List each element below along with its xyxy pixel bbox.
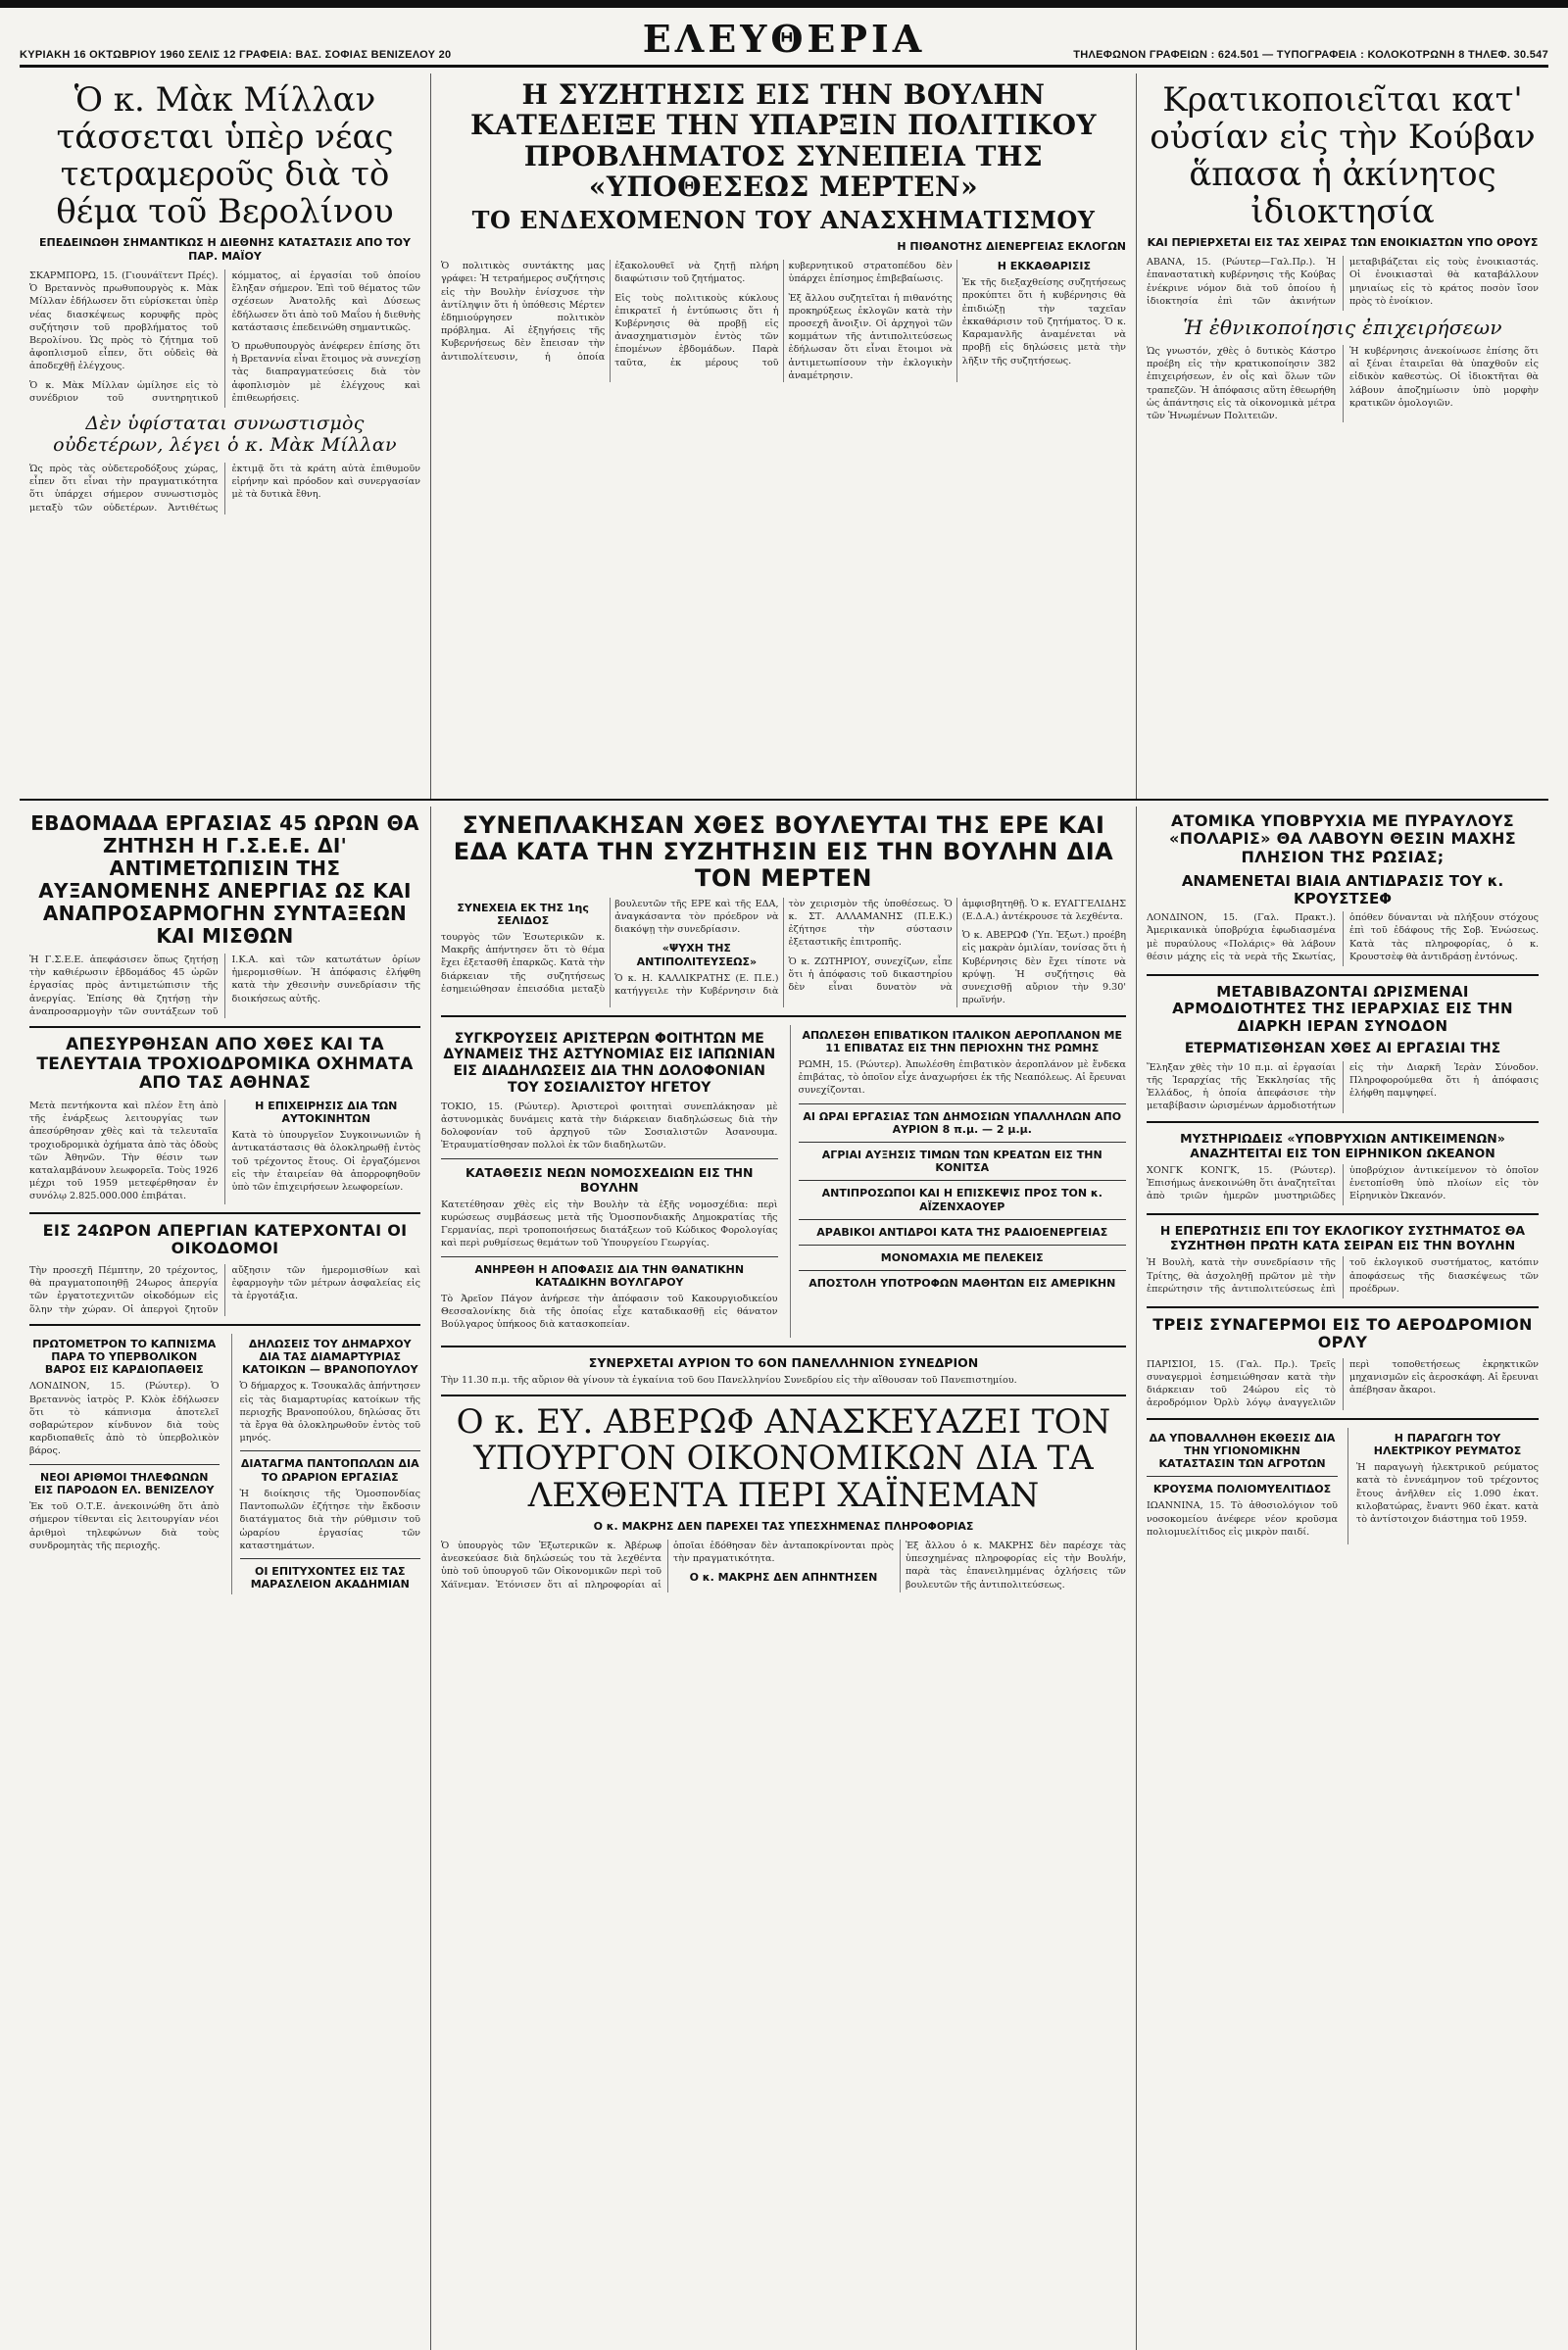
clash-body-2: Ὁ κ. Η. ΚΑΛΛΙΚΡΑΤΗΣ (Ε. Π.Ε.) κατήγγειλε τὴν Κυβέρνησιν διὰ τὸν χειρισμὸν τῆς ὑποθέσεως. Ὁ κ. ΣΤ. ΑΛΛΑΜΑΝΗΣ (Π.Ε.Κ.) ἐζήτησε τὴν σύστασιν ἐξεταστικῆς ἐπιτροπῆς. bbox=[614, 898, 953, 997]
merten-article bbox=[431, 73, 1137, 799]
synod-subheadline: ΕΤΕΡΜΑΤΙΣΘΗΣΑΝ ΧΘΕΣ ΑΙ ΕΡΓΑΣΙΑΙ ΤΗΣ bbox=[1184, 1040, 1501, 1056]
session-body: Τὴν 11.30 π.μ. τῆς αὔριον θὰ γίνουν τὰ ἐγκαίνια τοῦ 6ου Πανελληνίου Συνεδρίου εἰς τὴν αἴθουσαν τοῦ Πανεπιστημίου. bbox=[441, 1374, 1017, 1386]
cuba-subheadline: ΚΑΙ ΠΕΡΙΕΡΧΕΤΑΙ ΕΙΣ ΤΑΣ ΧΕΙΡΑΣ ΤΩΝ ΕΝΟΙΚΙΑΣΤΩΝ ΥΠΟ ΟΡΟΥΣ bbox=[1147, 236, 1539, 250]
gsee-headline: ΕΒΔΟΜΑΔΑ ΕΡΓΑΣΙΑΣ 45 ΩΡΩΝ ΘΑ ΖΗΤΗΣΗ Η Γ.Σ.Ε.Ε. ΔΙ' ΑΝΤΙΜΕΤΩΠΙΣΙΝ ΤΗΣ ΑΥΞΑΝΟΜΕΝΗΣ ΑΝΕΡΓΙΑΣ ΩΣ ΚΑΙ ΑΝΑΠΡΟΣΑΡΜΟΓΗΝ ΣΥΝΤΑΞΕΩΝ ΚΑΙ ΜΙΣΘΩΝ bbox=[30, 811, 419, 948]
macmillan-subheadline: ΕΠΕΔΕΙΝΩΘΗ ΣΗΜΑΝΤΙΚΩΣ Η ΔΙΕΘΝΗΣ ΚΑΤΑΣΤΑΣΙΣ ΑΠΟ ΤΟΥ ΠΑΡ. ΜΑΪΟΥ bbox=[38, 236, 412, 264]
laws-body: Κατετέθησαν χθὲς εἰς τὴν Βουλὴν τὰ ἑξῆς νομοσχέδια: περὶ κυρώσεως συμβάσεως μετὰ τῆς Ὁμοσπονδιακῆς Δημοκρατίας τῆς Γερμανίας, περὶ τροποποιήσεως διατάξεων τοῦ Κώδικος Φορολογίας καὶ περὶ ρυθμίσεως θεμάτων τοῦ Ὑπουργείου Γεωργίας. bbox=[441, 1199, 778, 1249]
electricity-body: Ἡ παραγωγὴ ἠλεκτρικοῦ ρεύματος κατὰ τὸ ἐννεάμηνον τοῦ τρέχοντος ἔτους ἀνῆλθεν εἰς 1.090 ἑκατ. κιλοβατώρας, ἔναντι 960 ἑκατ. κατὰ τὸ ἀντίστοιχον διάστημα τοῦ 1959. bbox=[1356, 1462, 1539, 1526]
grocers-headline: ΔΙΑΤΑΓΜΑ ΠΑΝΤΟΠΩΛΩΝ ΔΙΑ ΤΟ ΩΡΑΡΙΟΝ ΕΡΓΑΣΙΑΣ bbox=[240, 1457, 419, 1484]
maraslion-headline: ΟΙ ΕΠΙΤΥΧΟΝΤΕΣ ΕΙΣ ΤΑΣ ΜΑΡΑΣΛΕΙΟΝ ΑΚΑΔΗΜΙΑΝ bbox=[250, 1565, 410, 1591]
smoking-body: ΛΟΝΔΙΝΟΝ, 15. (Ρώυτερ). Ὁ Βρεταννὸς ἰατρὸς Ρ. Κλὸκ ἐδήλωσεν ὅτι τὸ κάπνισμα ἀποτελεῖ σοβαρώτερον κίνδυνον διὰ τοὺς καρδιοπαθεῖς ἀπὸ τὸ ὑπερβολικὸν βάρος. bbox=[29, 1381, 220, 1457]
top-black-bar bbox=[0, 0, 1568, 8]
averof-body-2: Ἐξ ἄλλου ὁ κ. ΜΑΚΡΗΣ δὲν παρέσχε τὰς ὑπεσχημένας πληροφορίας εἰς τὴν Βουλήν, παρὰ τὰς ἐπανειλημμένας ὀχλήσεις τῶν βουλευτῶν τῆς ἀντιπολιτεύσεως. bbox=[906, 1540, 1126, 1591]
radioactivity-headline: ΑΡΑΒΙΚΟΙ ΑΝΤΙΔΡΟΙ ΚΑΤΑ ΤΗΣ ΡΑΔΙΟΕΝΕΡΓΕΙΑΣ bbox=[816, 1225, 1108, 1239]
merten-body-2: Εἰς τοὺς πολιτικοὺς κύκλους ἐπικρατεῖ ἡ ἐντύπωσις ὅτι ἡ Κυβέρνησις θὰ προβῇ εἰς ἀνασχηματισμὸν ἐντὸς τῶν ἑπομένων ἑβδομάδων. Παρὰ ταῦτα, ἐκ μέρους τοῦ κυβερνητικοῦ στρατοπέδου δὲν ὑπάρχει ἐπίσημος ἐπιβεβαίωσις. bbox=[614, 261, 953, 368]
macmillan-body-2: Ὁ κ. Μὰκ Μίλλαν ὡμίλησε εἰς τὸ συνέδριον τοῦ συντηρητικοῦ κόμματος, αἱ ἐργασίαι τοῦ ὁποίου ἔληξαν σήμερον. Ἐπὶ τοῦ θέματος τῶν σχέσεων Ἀνατολῆς καὶ Δύσεως ἐδήλωσεν ὅτι ἀπὸ τοῦ Μαΐου ἡ διεθνὴς κατάστασις ἐπεδεινώθη σημαντικῶς. bbox=[29, 269, 420, 404]
synod-headline: ΜΕΤΑΒΙΒΑΖΟΝΤΑΙ ΩΡΙΣΜΕΝΑΙ ΑΡΜΟΔΙΟΤΗΤΕΣ ΤΗΣ ΙΕΡΑΡΧΙΑΣ ΕΙΣ ΤΗΝ ΔΙΑΡΚΗ ΙΕΡΑΝ ΣΥΝΟΔΟΝ bbox=[1172, 983, 1513, 1035]
neutrals-subheadline: Δὲν ὑφίσταται συνωστισμὸς οὐδετέρων, λέγει ὁ κ. Μὰκ Μίλλαν bbox=[53, 413, 397, 456]
bulgaria-headline: ΑΝΗΡΕΘΗ Η ΑΠΟΦΑΣΙΣ ΔΙΑ ΤΗΝ ΘΑΝΑΤΙΚΗΝ ΚΑΤΑΔΙΚΗΝ ΒΟΥΛΓΑΡΟΥ bbox=[474, 1262, 745, 1289]
konitsa-headline: ΑΓΡΙΑΙ ΑΥΞΗΣΙΣ ΤΙΜΩΝ ΤΩΝ ΚΡΕΑΤΩΝ ΕΙΣ ΤΗΝ ΚΟΝΙΤΣΑ bbox=[821, 1148, 1102, 1175]
polio-headline: ΚΡΟΥΣΜΑ ΠΟΛΙΟΜΥΕΛΙΤΙΔΟΣ bbox=[1152, 1483, 1332, 1496]
macmillan-headline: Ὁ κ. Μὰκ Μίλλαν τάσσεται ὑπὲρ νέας τετραμεροῦς διὰ τὸ θέμα τοῦ Βερολίνου bbox=[56, 80, 394, 232]
submarines-body: ΧΟΝΓΚ ΚΟΝΓΚ, 15. (Ρώυτερ). Ἐπισήμως ἀνεκοινώθη ὅτι ἀναζητεῖται ἀπὸ τριῶν ἡμερῶν μυστηριῶδες ὑποβρύχιον ἀντικείμενον τὸ ὁποῖον ἐνετοπίσθη ὑπὸ πλοίων εἰς τὸν Εἰρηνικὸν Ὠκεανόν. bbox=[1147, 1164, 1539, 1202]
gsee-body: Ἡ Γ.Σ.Ε.Ε. ἀπεφάσισεν ὅπως ζητήσῃ τὴν καθιέρωσιν ἑβδομάδος 45 ὡρῶν ἐργασίας πρὸς ἀντιμετώπισιν τῆς ἀνεργίας. Ἐπίσης θὰ ζητήσῃ τὴν ἀναπροσαρμογὴν τῶν συντάξεων τοῦ Ι.Κ.Α. καὶ τῶν κατωτάτων ὁρίων ἡμερομισθίων. Ἡ ἀπόφασις ἐλήφθη κατὰ τὴν χθεσινὴν συνεδρίασιν τῆς διοικήσεως αὐτῆς. bbox=[29, 955, 420, 1017]
macmillan-body-3: Ὁ πρωθυπουργὸς ἀνέφερεν ἐπίσης ὅτι ἡ Βρεταννία εἶναι ἕτοιμος νὰ συνεχίσῃ τὰς διαπραγματεύσεις διὰ τὸν ἀφοπλισμὸν μὲ ἐλέγχους καὶ ἐπιθεωρήσεις. bbox=[231, 340, 420, 404]
macmillan-body-1: ΣΚΑΡΜΠΟΡΩ, 15. (Γιουνάϊτεντ Πρές). Ὁ Βρεταννὸς πρωθυπουργὸς κ. Μὰκ Μίλλαν ἐδήλωσεν ὅτι εὑρίσκεται ὑπὲρ νέας διασκέψεως κορυφῆς πρὸς συζήτησιν τοῦ προβλήματος τοῦ Βερολίνου. Ὡς πρὸς τὸ ζήτημα τοῦ ἀφοπλισμοῦ εἶπεν, ὅτι οὐδεὶς θὰ ἀποδεχθῇ ἐλέγχους. bbox=[29, 269, 219, 372]
trolley-headline: ΑΠΕΣΥΡΘΗΣΑΝ ΑΠΟ ΧΘΕΣ ΚΑΙ ΤΑ ΤΕΛΕΥΤΑΙΑ ΤΡΟΧΙΟΔΡΟΜΙΚΑ ΟΧΗΜΑΤΑ ΑΠΟ ΤΑΣ ΑΘΗΝΑΣ bbox=[36, 1035, 414, 1094]
health-report-headline: ΔΑ ΥΠΟΒΑΛΛΗΘΗ ΕΚΘΕΣΙΣ ΔΙΑ ΤΗΝ ΥΓΙΟΝΟΜΙΚΗΝ ΚΑΤΑΣΤΑΣΙΝ ΤΩΝ ΑΓΡΟΤΩΝ bbox=[1149, 1431, 1336, 1471]
submarines-headline: ΜΥΣΤΗΡΙΩΔΕΙΣ «ΥΠΟΒΡΥΧΙΩΝ ΑΝΤΙΚΕΙΜΕΝΩΝ» ΑΝΑΖΗΤΕΙΤΑΙ ΕΙΣ ΤΟΝ ΕΙΡΗΝΙΚΟΝ ΩΚΕΑΝΟΝ bbox=[1180, 1130, 1505, 1160]
students-body: ΤΟΚΙΟ, 15. (Ρώυτερ). Ἀριστεροὶ φοιτηταὶ συνεπλάκησαν μὲ ἀστυνομικὰς δυνάμεις κατὰ τὴν διάρκειαν διαδηλώσεως διὰ τὴν δολοφονίαν τοῦ ἀρχηγοῦ τῶν Σοσιαλιστῶν Ἀσανουμα. Ἐτραυματίσθησαν πολλοὶ ἐκ τῶν διαδηλωτῶν. bbox=[441, 1101, 778, 1151]
smoking-headline: ΠΡΩΤΟΜΕΤΡΟΝ ΤΟ ΚΑΠΝΙΣΜΑ ΠΑΡΑ ΤΟ ΥΠΕΡΒΟΛΙΚΟΝ ΒΑΡΟΣ ΕΙΣ ΚΑΡΔΙΟΠΑΘΕΙΣ bbox=[32, 1337, 217, 1377]
lower-section bbox=[20, 807, 1548, 2350]
left-lower-column bbox=[20, 807, 431, 2350]
merten-headline: Η ΣΥΖΗΤΗΣΙΣ ΕΙΣ ΤΗΝ ΒΟΥΛΗΝ ΚΑΤΕΔΕΙΞΕ ΤΗΝ ΥΠΑΡΞΙΝ ΠΟΛΙΤΙΚΟΥ ΠΡΟΒΛΗΜΑΤΟΣ ΣΥΝΕΠΕΙΑ ΤΗΣ «ΥΠΟΘΕΣΕΩΣ ΜΕΡΤΕΝ» bbox=[470, 78, 1097, 204]
students-headline: ΣΥΓΚΡΟΥΣΕΙΣ ΑΡΙΣΤΕΡΩΝ ΦΟΙΤΗΤΩΝ ΜΕ ΔΥΝΑΜΕΙΣ ΤΗΣ ΑΣΤΥΝΟΜΙΑΣ ΕΙΣ ΙΑΠΩΝΙΑΝ ΕΙΣ ΔΙΑΔΗΛΩΣΕΙΣ ΔΙΑ ΤΗΝ ΔΟΛΟΦΟΝΙΑΝ ΤΟΥ ΣΟΣΙΑΛΙΣΤΟΥ ΗΓΕΤΟΥ bbox=[443, 1030, 776, 1096]
phones-body: Ἐκ τοῦ Ο.Τ.Ε. ἀνεκοινώθη ὅτι ἀπὸ σήμερον τίθενται εἰς λειτουργίαν νέοι ἀριθμοὶ τηλεφώνων διὰ τοὺς συνδρομητὰς τῆς περιοχῆς. bbox=[29, 1501, 220, 1551]
airport-body: ΠΑΡΙΣΙΟΙ, 15. (Γαλ. Πρ.). Τρεῖς συναγερμοὶ ἐσημειώθησαν κατὰ τὴν διάρκειαν τοῦ 24ώρου εἰς τὸ ἀεροδρόμιον Ὀρλὺ λόγῳ ἀναγγελιῶν περὶ τοποθετήσεως ἐκρηκτικῶν μηχανισμῶν εἰς ἀεροσκάφη. Αἱ ἔρευναι ἀπέβησαν ἄκαροι. bbox=[1147, 1358, 1539, 1409]
merten-subheadline-2: Η ΠΙΘΑΝΟΤΗΣ ΔΙΕΝΕΡΓΕΙΑΣ ΕΚΛΟΓΩΝ bbox=[897, 240, 1126, 254]
electoral-body: Ἡ Βουλὴ, κατὰ τὴν συνεδρίασιν τῆς Τρίτης, θὰ ἀσχοληθῇ πρῶτον μὲ τὴν ἐπερώτησιν τῆς ἀντιπολιτεύσεως ἐπὶ τοῦ ἐκλογικοῦ συστήματος, κατόπιν ἀποφάσεως τῆς διασκέψεως τῶν προέδρων. bbox=[1147, 1257, 1539, 1295]
grocers-body: Ἡ διοίκησις τῆς Ὁμοσπονδίας Παντοπωλῶν ἐζήτησε τὴν ἔκδοσιν διατάγματος διὰ τὴν ρύθμισιν τοῦ ὡραρίου ἐργασίας τῶν καταστημάτων. bbox=[239, 1488, 420, 1551]
trolley-body-2: Κατὰ τὸ ὑπουργεῖον Συγκοινωνιῶν ἡ ἀντικατάστασις θὰ ὁλοκληρωθῇ ἐντὸς τοῦ τρέχοντος ἔτους. Οἱ ἐργαζόμενοι εἰς τὴν ἐταιρείαν θὰ ἀπορροφηθοῦν ὑπὸ τῶν ἐπιχειρήσεων λεωφορείων. bbox=[231, 1130, 420, 1194]
averof-subheadline: Ο κ. ΜΑΚΡΗΣ ΔΕΝ ΠΑΡΕΧΕΙ ΤΑΣ ΥΠΕΣΧΗΜΕΝΑΣ ΠΛΗΡΟΦΟΡΙΑΣ bbox=[593, 1520, 974, 1534]
trolley-subheadline: Η ΕΠΙΧΕΙΡΗΣΙΣ ΔΙΑ ΤΩΝ ΑΥΤΟΚΙΝΗΤΩΝ bbox=[255, 1099, 398, 1125]
newspaper-title: ΕΛΕΥΘΕΡΙΑ bbox=[642, 17, 926, 61]
cuba-headline: Κρατικοποιεῖται κατ' οὐσίαν εἰς τὴν Κούβαν ἅπασα ἡ ἀκίνητος ἰδιοκτησία bbox=[1150, 80, 1536, 232]
builders-headline: ΕΙΣ 24ΩΡΟΝ ΑΠΕΡΓΙΑΝ ΚΑΤΕΡΧΟΝΤΑΙ ΟΙ ΟΙΚΟΔΟΜΟΙ bbox=[42, 1221, 408, 1258]
averof-headline: Ο κ. ΕΥ. ΑΒΕΡΩΦ ΑΝΑΣΚΕΥΑΖΕΙ ΤΟΝ ΥΠΟΥΡΓΟΝ ΟΙΚΟΝΟΜΙΚΩΝ ΔΙΑ ΤΑ ΛΕΧΘΕΝΤΑ ΠΕΡΙ ΧΑΪΝΕΜΑΝ bbox=[456, 1401, 1111, 1515]
polio-body: ΙΩΑΝΝΙΝΑ, 15. Τὸ ἀθοσιολόγιον τοῦ νοσοκομείου ἀνέφερε νέον κροῦσμα πολιομυελίτιδος εἰς μικρὸν παιδί. bbox=[1147, 1500, 1338, 1538]
civil-servants-headline: ΑΙ ΩΡΑΙ ΕΡΓΑΣΙΑΣ ΤΩΝ ΔΗΜΟΣΙΩΝ ΥΠΑΛΛΗΛΩΝ ΑΠΟ ΑΥΡΙΟΝ 8 π.μ. — 2 μ.μ. bbox=[803, 1109, 1122, 1136]
clash-headline: ΣΥΝΕΠΛΑΚΗΣΑΝ ΧΘΕΣ ΒΟΥΛΕΥΤΑΙ ΤΗΣ ΕΡΕ ΚΑΙ ΕΔΑ ΚΑΤΑ ΤΗΝ ΣΥΖΗΤΗΣΙΝ ΕΙΣ ΤΗΝ ΒΟΥΛΗΝ ΔΙΑ ΤΟΝ ΜΕΡΤΕΝ bbox=[453, 811, 1114, 892]
merten-body-4: Ἐκ τῆς διεξαχθείσης συζητήσεως προκύπτει ὅτι ἡ κυβέρνησις θὰ ἐπιδιώξῃ τὴν ταχεῖαν ἐκκαθάρισιν τοῦ ζητήματος. Ὁ κ. Καραμανλῆς ἀναμένεται νὰ προβῇ εἰς δηλώσεις μετὰ τὴν λῆξιν τῆς συζητήσεως. bbox=[961, 277, 1126, 367]
polaris-body: ΛΟΝΔΙΝΟΝ, 15. (Γαλ. Πρακτ.). Ἀμερικανικὰ ὑποβρύχια ἐφωδιασμένα μὲ πυραύλους «Πολάρις» θὰ λάβουν θέσιν μάχης εἰς τὰ νερὰ τῆς Σκωτίας, ὁπόθεν δύνανται νὰ πλήξουν στόχους ἐπὶ τοῦ ἐδάφους τῆς Σοβ. Ἑνώσεως. Κατὰ τὰς πληροφορίας, ὁ κ. Κρουστσὲφ θὰ ἀντιδράσῃ ἐντόνως. bbox=[1147, 912, 1539, 962]
masthead-phone-line: ΤΗΛΕΦΩΝΟΝ ΓΡΑΦΕΙΩΝ : 624.501 — ΤΥΠΟΓΡΑΦΕΙΑ : ΚΟΛΟΚΟΤΡΩΝΗ 8 ΤΗΛΕΦ. 30.547 bbox=[1073, 49, 1548, 61]
neutrals-body: Ὡς πρὸς τὰς οὐδετεροδόξους χώρας, εἶπεν ὅτι εἶναι τὴν πραγματικότητα ὅτι ὑπάρχει σήμερον συνωστισμὸς μεταξὺ τῶν οὐδετέρων. Ἀντιθέτως ἐκτιμᾷ ὅτι τὰ κράτη αὐτὰ ἐπιθυμοῦν εἰρήνην καὶ πρόοδον καὶ συνεργασίαν μὲ τὰ δυτικὰ ἔθνη. bbox=[29, 463, 420, 514]
polaris-headline: ΑΤΟΜΙΚΑ ΥΠΟΒΡΥΧΙΑ ΜΕ ΠΥΡΑΥΛΟΥΣ «ΠΟΛΑΡΙΣ» ΘΑ ΛΑΒΟΥΝ ΘΕΣΙΝ ΜΑΧΗΣ ΠΛΗΣΙΟΝ ΤΗΣ ΡΩΣΙΑΣ; bbox=[1169, 811, 1516, 866]
clash-body-4: Ὁ κ. ΑΒΕΡΩΦ (Ὑπ. Ἐξωτ.) προέβη εἰς μακρὰν ὁμιλίαν, τονίσας ὅτι ἡ Κυβέρνησις δὲν ἔχει τίποτε νὰ κρύψῃ. Ἡ συζήτησις θὰ συνεχισθῇ αὔριον τὴν 9.30' πρωϊνήν. bbox=[961, 930, 1126, 1006]
duel-headline: ΜΟΝΟΜΑΧΙΑ ΜΕ ΠΕΛΕΚΕΙΣ bbox=[880, 1250, 1044, 1264]
scholars-headline: ΑΠΟΣΤΟΛΗ ΥΠΟΤΡΟΦΩΝ ΜΑΘΗΤΩΝ ΕΙΣ ΑΜΕΡΙΚΗΝ bbox=[808, 1277, 1116, 1291]
cuba-body-2: Ὡς γνωστόν, χθὲς ὁ δυτικὸς Κάστρο προέβη εἰς τὴν κρατικοποίησιν 382 ἐπιχειρήσεων, ἐν οἷς καὶ ὅλων τῶν τραπεζῶν. Ἡ ἀπόφασις αὕτη ἐθεωρήθη ὡς ἀπάντησις εἰς τὰ οἰκονομικὰ μέτρα τῶν Ἡνωμένων Πολιτειῶν. bbox=[1147, 346, 1336, 422]
cuba-body-3: Ἡ κυβέρνησις ἀνεκοίνωσε ἐπίσης ὅτι αἱ ξέναι ἐταιρεῖαι θὰ ὑπαχθοῦν εἰς εἰδικὸν καθεστὼς. Οἱ ἰδιοκτῆται θὰ λάβουν ἀποζημίωσιν ὑπὸ μορφὴν κρατικῶν ὁμολογιῶν. bbox=[1349, 346, 1539, 409]
merten-subheadline: ΤΟ ΕΝΔΕΧΟΜΕΝΟΝ ΤΟΥ ΑΝΑΣΧΗΜΑΤΙΣΜΟΥ bbox=[471, 206, 1096, 235]
synod-body: Ἔληξαν χθὲς τὴν 10 π.μ. αἱ ἐργασίαι τῆς Ἱεραρχίας τῆς Ἐκκλησίας τῆς Ἑλλάδος, ἡ ὁποία ἀπεφάσισε τὴν μεταβίβασιν ὡρισμένων ἀρμοδιοτήτων εἰς τὴν Διαρκῆ Ἱερὰν Σύνοδον. Πληροφορούμεθα ὅτι ἡ ἀπόφασις ἐλήφθη παμψηφεί. bbox=[1147, 1061, 1539, 1112]
airport-headline: ΤΡΕΙΣ ΣΥΝΑΓΕΡΜΟΙ ΕΙΣ ΤΟ ΑΕΡΟΔΡΟΜΙΟΝ ΟΡΛΥ bbox=[1152, 1315, 1533, 1352]
nationalization-subheadline: Ἡ ἐθνικοποίησις ἐπιχειρήσεων bbox=[1183, 316, 1502, 339]
clash-body-3: Ὁ κ. ΖΩΤΗΡΙΟΥ, συνεχίζων, εἶπε ὅτι ἡ ἀπόφασις τοῦ δικαστηρίου δὲν εἶναι δυνατὸν νὰ ἀμφισβητηθῇ. Ὁ κ. ΕΥΑΓΓΕΛΙΔΗΣ (Ε.Δ.Α.) ἀντέκρουσε τὰ λεχθέντα. bbox=[788, 898, 1126, 994]
top-section bbox=[20, 73, 1548, 801]
municipal-headline: ΔΗΛΩΣΕΙΣ ΤΟΥ ΔΗΜΑΡΧΟΥ ΔΙΑ ΤΑΣ ΔΙΑΜΑΡΤΥΡΙΑΣ ΚΑΤΟΙΚΩΝ — ΒΡΑΝΟΠΟΥΛΟΥ bbox=[241, 1337, 418, 1377]
trolley-body: Μετὰ πεντήκοντα καὶ πλέον ἔτη ἀπὸ τῆς ἐνάρξεως λειτουργίας των ἀπεσύρθησαν χθὲς καὶ τὰ τελευταῖα τροχιοδρομικὰ ὀχήματα ἀπὸ τὰς ὁδοὺς τῶν Ἀθηνῶν. Τὴν θέσιν των καταλαμβάνουν λεωφορεῖα. Τοὺς 1926 μέχρι τοῦ 1959 μετεφέρθησαν ἐν συνόλῳ 2.825.000.000 ἐπιβάται. bbox=[29, 1100, 219, 1202]
phones-headline: ΝΕΟΙ ΑΡΙΘΜΟΙ ΤΗΛΕΦΩΝΩΝ ΕΙΣ ΠΑΡΟΔΟΝ ΕΛ. ΒΕΝΙΖΕΛΟΥ bbox=[33, 1470, 215, 1496]
electoral-headline: Η ΕΠΕΡΩΤΗΣΙΣ ΕΠΙ ΤΟΥ ΕΚΛΟΓΙΚΟΥ ΣΥΣΤΗΜΑΤΟΣ ΘΑ ΣΥΖΗΤΗΘΗ ΠΡΩΤΗ ΚΑΤΑ ΣΕΙΡΑΝ ΕΙΣ ΤΗΝ ΒΟΥΛΗΝ bbox=[1159, 1223, 1526, 1253]
cuba-article bbox=[1137, 73, 1548, 799]
ekkatharisis-heading: Η ΕΚΚΑΘΑΡΙΣΙΣ bbox=[997, 260, 1091, 273]
merten-body-1: Ὁ πολιτικὸς συντάκτης μας γράφει: Ἡ τετραήμερος συζήτησις εἰς τὴν Βουλὴν ἐνίσχυσε τὴν ἀντίληψιν ὅτι ἡ ὑπόθεσις Μέρτεν ἐδημιούργησεν πολιτικὸν πρόβλημα. Αἱ ἐξηγήσεις τῆς Κυβερνήσεως δὲν ἔπεισαν τὴν ἀντιπολίτευσιν, ἡ ὁποία ἐξακολουθεῖ νὰ ζητῇ πλήρη διαφώτισιν τοῦ ζητήματος. bbox=[441, 261, 779, 363]
masthead bbox=[20, 16, 1548, 68]
clash-body-1: τουργὸς τῶν Ἐσωτερικῶν κ. Μακρῆς ἀπήντησεν ὅτι τὸ θέμα ἔχει ἐξετασθῆ ἐπαρκῶς. Κατὰ τὴν διάρκειαν τῆς συζητήσεως ἐσημειώθησαν ἐπεισόδια μεταξὺ βουλευτῶν τῆς ΕΡΕ καὶ τῆς ΕΔΑ, ἀναγκάσαντα τὸν πρόεδρον νὰ διακόψῃ τὴν συνεδρίασιν. bbox=[441, 898, 779, 995]
bulgaria-body: Τὸ Ἀρεῖον Πάγον ἀνήρεσε τὴν ἀπόφασιν τοῦ Κακουργιοδικείου Θεσσαλονίκης διὰ τῆς ὁποίας εἶχε καταδικασθῇ εἰς θάνατον Βούλγαρος ὑπήκοος διὰ κατασκοπείαν. bbox=[441, 1293, 778, 1331]
italy-body: ΡΩΜΗ, 15. (Ρώυτερ). Ἀπωλέσθη ἐπιβατικὸν ἀεροπλάνον μὲ ἕνδεκα ἐπιβάτας, τὸ ὁποῖον εἶχε ἀναχωρήσει ἐκ τῆς Νεαπόλεως. Αἱ ἔρευναι συνεχίζονται. bbox=[798, 1058, 1126, 1097]
clash-subheadline: «ΨΥΧΗ ΤΗΣ ΑΝΤΙΠΟΛΙΤΕΥΣΕΩΣ» bbox=[636, 942, 758, 968]
italy-headline: ΑΠΩΛΕΣΘΗ ΕΠΙΒΑΤΙΚΟΝ ΙΤΑΛΙΚΟΝ ΑΕΡΟΠΛΑΝΟΝ ΜΕ 11 ΕΠΙΒΑΤΑΣ ΕΙΣ ΤΗΝ ΠΕΡΙΟΧΗΝ ΤΗΣ ΡΩΜΗΣ bbox=[802, 1028, 1123, 1054]
averof-subheadline-2: Ο κ. ΜΑΚΡΗΣ ΔΕΝ ΑΠΗΝΤΗΣΕΝ bbox=[689, 1571, 878, 1585]
right-lower-column bbox=[1137, 807, 1548, 2350]
masthead-date-line: ΚΥΡΙΑΚΗ 16 ΟΚΤΩΒΡΙΟΥ 1960 ΣΕΛΙΣ 12 ΓΡΑΦΕΙΑ: ΒΑΣ. ΣΟΦΙΑΣ ΒΕΝΙΖΕΛΟΥ 20 bbox=[20, 49, 452, 61]
session-headline: ΣΥΝΕΡΧΕΤΑΙ ΑΥΡΙΟΝ ΤΟ 6ΟΝ ΠΑΝΕΛΛΗΝΙΟΝ ΣΥΝΕΔΡΙΟΝ bbox=[588, 1354, 979, 1370]
macmillan-article bbox=[20, 73, 431, 799]
clash-continued-label: ΣΥΝΕΧΕΙΑ ΕΚ ΤΗΣ 1ης ΣΕΛΙΔΟΣ bbox=[457, 901, 589, 927]
merten-body-3: Ἐξ ἄλλου συζητεῖται ἡ πιθανότης προκηρύξεως ἐκλογῶν κατὰ τὴν προσεχῆ ἄνοιξιν. Οἱ ἀρχηγοὶ τῶν κομμάτων τῆς ἀντιπολιτεύσεως ἐδήλωσαν ὅτι εἶναι ἕτοιμοι νὰ ἀντιμετωπίσουν τὴν ἐκλογικὴν ἀναμέτρησιν. bbox=[788, 292, 953, 381]
builders-body: Τὴν προσεχῆ Πέμπτην, 20 τρέχοντος, θὰ πραγματοποιηθῇ 24ωρος ἀπεργία τῶν ἐργατοτεχνιτῶν οἰκοδόμων εἰς ὅλην τὴν χώραν. Οἱ ἀπεργοὶ ζητοῦν αὔξησιν τῶν ἡμερομισθίων καὶ ἐφαρμογὴν τῶν μέτρων ἀσφαλείας εἰς τὰ ἐργοτάξια. bbox=[29, 1264, 420, 1315]
laws-headline: ΚΑΤΑΘΕΣΙΣ ΝΕΩΝ ΝΟΜΟΣΧΕΔΙΩΝ ΕΙΣ ΤΗΝ ΒΟΥΛΗΝ bbox=[466, 1164, 754, 1195]
center-lower-column bbox=[431, 807, 1137, 2350]
municipal-body: Ὁ δήμαρχος κ. Τσουκαλᾶς ἀπήντησεν εἰς τὰς διαμαρτυρίας κατοίκων τῆς περιοχῆς Βρανοπούλου, δηλώσας ὅτι τὰ ἔργα θὰ ὁλοκληρωθοῦν ἐντὸς τοῦ μηνός. bbox=[239, 1381, 420, 1444]
cuba-body-1: ΑΒΑΝΑ, 15. (Ρώυτερ—Γαλ.Πρ.). Ἡ ἐπαναστατικὴ κυβέρνησις τῆς Κούβας ἐνέκρινε νόμον διὰ τοῦ ὁποίου ἡ ἰδιοκτησία ἐπὶ τῶν ἀκινήτων μεταβιβάζεται εἰς τοὺς ἐνοικιαστάς. Οἱ ἐνοικιασταὶ θὰ καταβάλλουν μηνιαίως εἰς τὸ κράτος ποσὸν ἴσον πρὸς τὸ ἐνοίκιον. bbox=[1147, 257, 1539, 307]
polaris-subheadline: ΑΝΑΜΕΝΕΤΑΙ ΒΙΑΙΑ ΑΝΤΙΔΡΑΣΙΣ ΤΟΥ κ. ΚΡΟΥΣΤΣΕΦ bbox=[1181, 872, 1504, 908]
eisenhower-headline: ΑΝΤΙΠΡΟΣΩΠΟΙ ΚΑΙ Η ΕΠΙΣΚΕΨΙΣ ΠΡΟΣ ΤΟΝ κ. ΑΪΖΕΝΧΑΟΥΕΡ bbox=[821, 1187, 1102, 1213]
electricity-headline: Η ΠΑΡΑΓΩΓΗ ΤΟΥ ΗΛΕΚΤΡΙΚΟΥ ΡΕΥΜΑΤΟΣ bbox=[1373, 1431, 1522, 1457]
averof-body: Ὁ ὑπουργὸς τῶν Ἐξωτερικῶν κ. Ἀβέρωφ ἀνεσκεύασε διὰ δηλώσεώς του τὰ λεχθέντα ὑπὸ τοῦ ὑπουργοῦ τῶν Οἰκονομικῶν περὶ τοῦ Χάϊνεμαν. Ἐτόνισεν ὅτι αἱ πληροφορίαι αἱ ὁποῖαι ἐδόθησαν δὲν ἀνταποκρίνονται πρὸς τὴν πραγματικότητα. bbox=[441, 1540, 894, 1591]
